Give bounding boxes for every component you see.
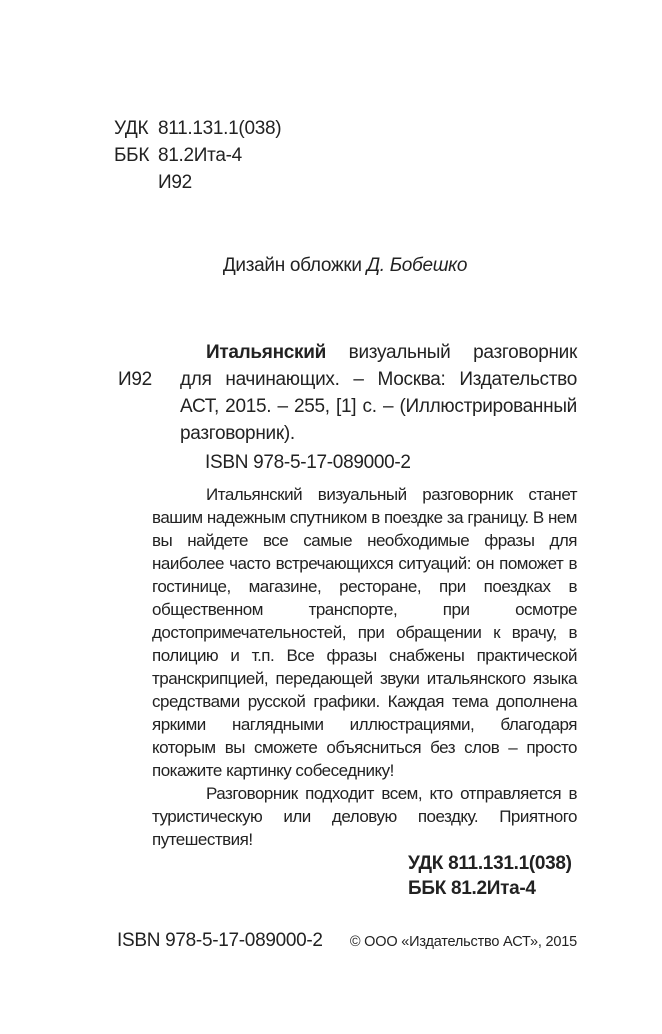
footer-isbn: ISBN 978-5-17-089000-2 [117,930,323,951]
cover-designer-line [28,255,662,277]
cover-designer-name: Д. Бобешко [366,255,468,276]
isbn-line: ISBN 978-5-17-089000-2 [205,452,411,473]
bbk-label: ББК [114,145,150,166]
author-sign-row [114,169,662,196]
annotation-paragraph-2: Разговорник подходит всем, кто отправляется в туристическую или деловую поездку. Приятного путешествия! [152,784,577,849]
footer-copyright: © ООО «Издательство АСТ», 2015 [349,934,577,950]
udk-value: 811.131.1(038) [158,118,282,139]
catalog-title-bold: Итальянский [206,342,326,363]
udk-code-row [114,115,662,142]
bbk-value: 81.2Ита-4 [158,145,242,166]
annotation-paragraph-1: Итальянский визуальный разговорник станет вашим надежным спутником в поездке за границу. В нем вы найдете все самые необходимые фразы для наиболее часто встречающихся ситуаций: он поможет в гостинице, магазине, ресторане, при поездках в общественном транспорте, при осмотре достопримечательностей, при обращении к врачу, в полицию и т.п. Все фразы снабжены практической транскрипцией, передающей звуки итальянского языка средствами русской графики. Каждая тема дополнена яркими наглядными иллюстрациями, благодаря которым вы сможете объясниться без слов – просто покажите картинку собеседнику! [152,485,577,780]
catalog-description [180,339,577,447]
bbk-code-row [114,142,662,169]
cover-designer-prefix: Дизайн обложки [222,255,362,276]
bottom-udk: УДК 811.131.1(038) [408,853,572,874]
catalog-description-rest: визуальный разговорник для начинающих. – Москва: Издательство АСТ, 2015. – 255, [1] с. – (Иллюстрированный разговорник). [180,342,577,444]
top-codes-block [114,115,662,196]
bottom-bbk: ББК 81.2Ита-4 [408,878,536,899]
catalog-author-sign: И92 [118,369,152,390]
bottom-codes-block [408,851,662,901]
catalog-entry [118,339,577,447]
udk-label: УДК [114,118,149,139]
author-sign: И92 [158,172,192,193]
annotation-block [152,483,577,851]
footer-line [117,929,577,953]
